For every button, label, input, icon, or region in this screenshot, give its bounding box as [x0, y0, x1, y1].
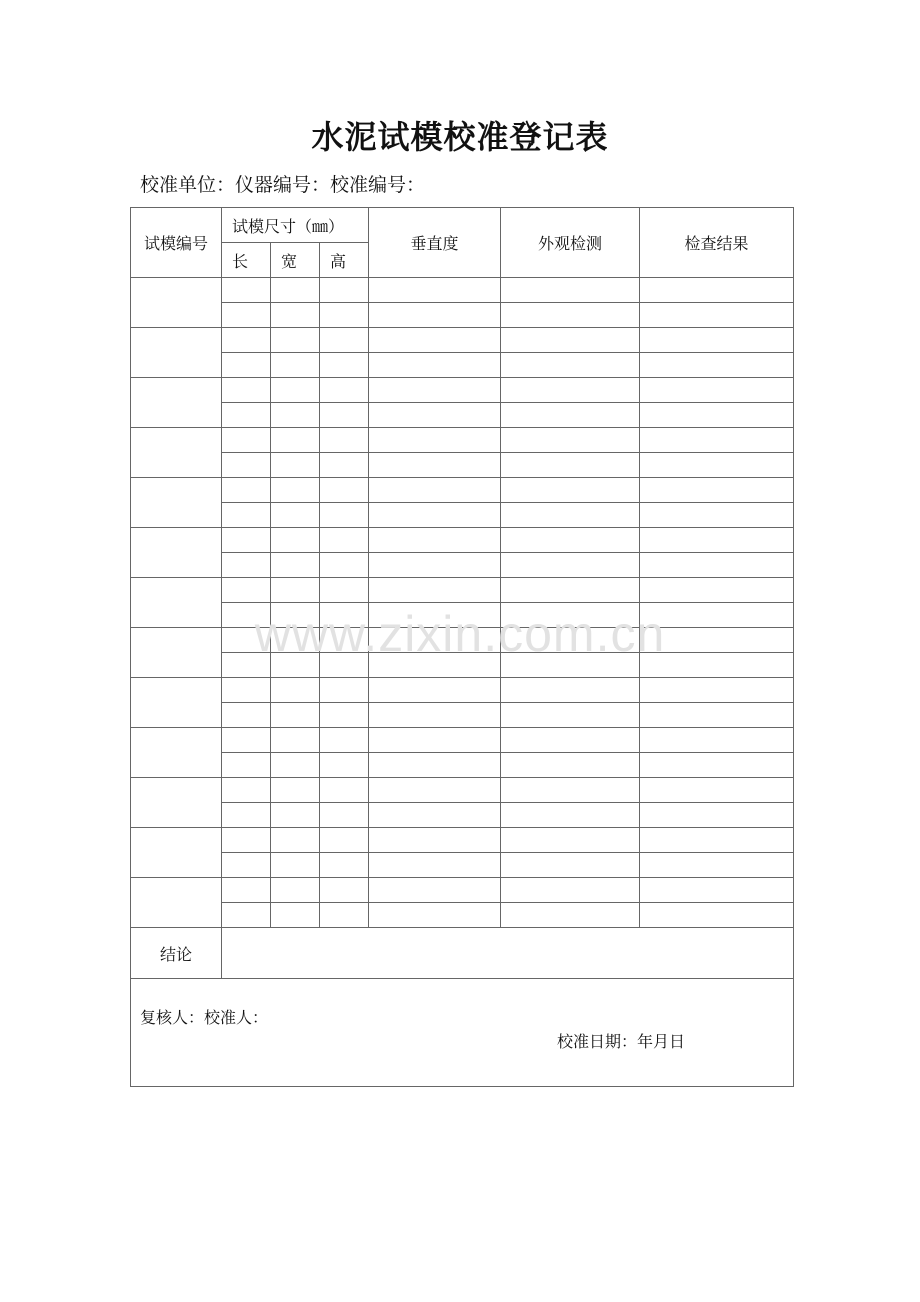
appearance-cell[interactable] [501, 553, 640, 578]
height-cell[interactable] [320, 478, 369, 503]
length-cell[interactable] [222, 853, 271, 878]
header-verticality: 垂直度 [369, 208, 501, 278]
verticality-cell[interactable] [369, 628, 501, 653]
length-cell[interactable] [222, 903, 271, 928]
height-cell[interactable] [320, 503, 369, 528]
length-cell[interactable] [222, 403, 271, 428]
appearance-cell[interactable] [501, 828, 640, 853]
table-row [131, 453, 794, 478]
table-row [131, 878, 794, 903]
appearance-cell[interactable] [501, 503, 640, 528]
mold-id-cell[interactable] [131, 728, 222, 778]
watermark: www.zixin.com.cn [254, 606, 666, 662]
width-cell[interactable] [271, 728, 320, 753]
height-cell[interactable] [320, 428, 369, 453]
height-cell[interactable] [320, 453, 369, 478]
verticality-cell[interactable] [369, 428, 501, 453]
appearance-cell[interactable] [501, 778, 640, 803]
length-cell[interactable] [222, 628, 271, 653]
appearance-cell[interactable] [501, 578, 640, 603]
table-row [131, 803, 794, 828]
length-cell[interactable] [222, 478, 271, 503]
length-cell[interactable] [222, 353, 271, 378]
width-cell[interactable] [271, 328, 320, 353]
appearance-cell[interactable] [501, 453, 640, 478]
length-cell[interactable] [222, 453, 271, 478]
table-row [131, 728, 794, 753]
length-cell[interactable] [222, 428, 271, 453]
table-row [131, 303, 794, 328]
width-cell[interactable] [271, 353, 320, 378]
appearance-cell[interactable] [501, 753, 640, 778]
table-row [131, 553, 794, 578]
form-title: 水泥试模校准登记表 [311, 118, 609, 156]
height-cell[interactable] [320, 903, 369, 928]
width-cell[interactable] [271, 278, 320, 303]
verticality-cell[interactable] [369, 453, 501, 478]
width-cell[interactable] [271, 303, 320, 328]
verticality-cell[interactable] [369, 778, 501, 803]
appearance-cell[interactable] [501, 803, 640, 828]
mold-id-cell[interactable] [131, 628, 222, 678]
result-cell[interactable] [640, 778, 794, 803]
table-row [131, 328, 794, 353]
header-height: 高 [320, 243, 369, 278]
width-cell[interactable] [271, 603, 320, 628]
verticality-cell[interactable] [369, 603, 501, 628]
length-cell[interactable] [222, 278, 271, 303]
width-cell[interactable] [271, 678, 320, 703]
result-cell[interactable] [640, 903, 794, 928]
length-cell[interactable] [222, 803, 271, 828]
header-mold-size: 试模尺寸（㎜） [222, 208, 369, 243]
calibration-info-line: 校准单位：仪器编号：校准编号： [140, 174, 426, 196]
length-cell[interactable] [222, 653, 271, 678]
result-cell[interactable] [640, 703, 794, 728]
result-cell[interactable] [640, 578, 794, 603]
table-row [131, 703, 794, 728]
verticality-cell[interactable] [369, 728, 501, 753]
length-cell[interactable] [222, 378, 271, 403]
appearance-cell[interactable] [501, 728, 640, 753]
height-cell[interactable] [320, 878, 369, 903]
width-cell[interactable] [271, 878, 320, 903]
result-cell[interactable] [640, 428, 794, 453]
verticality-cell[interactable] [369, 553, 501, 578]
conclusion-field[interactable] [222, 928, 794, 979]
table-row [131, 403, 794, 428]
appearance-cell[interactable] [501, 603, 640, 628]
verticality-cell[interactable] [369, 328, 501, 353]
calibration-table [130, 207, 794, 1087]
result-cell[interactable] [640, 753, 794, 778]
header-mold-id: 试模编号 [131, 208, 222, 278]
result-cell[interactable] [640, 353, 794, 378]
length-cell[interactable] [222, 728, 271, 753]
length-cell[interactable] [222, 503, 271, 528]
table-row [131, 828, 794, 853]
verticality-cell[interactable] [369, 278, 501, 303]
height-cell[interactable] [320, 278, 369, 303]
table-row [131, 678, 794, 703]
height-cell[interactable] [320, 753, 369, 778]
length-cell[interactable] [222, 528, 271, 553]
verticality-cell[interactable] [369, 578, 501, 603]
result-cell[interactable] [640, 803, 794, 828]
verticality-cell[interactable] [369, 703, 501, 728]
verticality-cell[interactable] [369, 503, 501, 528]
verticality-cell[interactable] [369, 803, 501, 828]
width-cell[interactable] [271, 503, 320, 528]
width-cell[interactable] [271, 803, 320, 828]
height-cell[interactable] [320, 778, 369, 803]
appearance-cell[interactable] [501, 903, 640, 928]
result-cell[interactable] [640, 628, 794, 653]
width-cell[interactable] [271, 853, 320, 878]
width-cell[interactable] [271, 778, 320, 803]
table-row [131, 478, 794, 503]
width-cell[interactable] [271, 828, 320, 853]
appearance-cell[interactable] [501, 303, 640, 328]
table-row [131, 628, 794, 653]
result-cell[interactable] [640, 853, 794, 878]
mold-id-cell[interactable] [131, 678, 222, 728]
table-row [131, 603, 794, 628]
width-cell[interactable] [271, 578, 320, 603]
result-cell[interactable] [640, 328, 794, 353]
result-cell[interactable] [640, 678, 794, 703]
height-cell[interactable] [320, 678, 369, 703]
verticality-cell[interactable] [369, 528, 501, 553]
signature-section [131, 979, 794, 1087]
length-cell[interactable] [222, 578, 271, 603]
appearance-cell[interactable] [501, 528, 640, 553]
table-row [131, 778, 794, 803]
table-row [131, 503, 794, 528]
appearance-cell[interactable] [501, 478, 640, 503]
width-cell[interactable] [271, 478, 320, 503]
height-cell[interactable] [320, 578, 369, 603]
width-cell[interactable] [271, 528, 320, 553]
reviewer-line: 复核人：校准人： [140, 1008, 269, 1027]
table-row [131, 903, 794, 928]
result-cell[interactable] [640, 878, 794, 903]
table-row [131, 528, 794, 553]
width-cell[interactable] [271, 378, 320, 403]
result-cell[interactable] [640, 503, 794, 528]
length-cell[interactable] [222, 303, 271, 328]
table-row [131, 753, 794, 778]
height-cell[interactable] [320, 303, 369, 328]
appearance-cell[interactable] [501, 878, 640, 903]
table-row [131, 353, 794, 378]
verticality-cell[interactable] [369, 828, 501, 853]
conclusion-label: 结论 [131, 928, 222, 979]
width-cell[interactable] [271, 703, 320, 728]
width-cell[interactable] [271, 428, 320, 453]
mold-id-cell[interactable] [131, 378, 222, 428]
mold-id-cell[interactable] [131, 828, 222, 878]
verticality-cell[interactable] [369, 853, 501, 878]
appearance-cell[interactable] [501, 328, 640, 353]
result-cell[interactable] [640, 478, 794, 503]
height-cell[interactable] [320, 853, 369, 878]
appearance-cell[interactable] [501, 353, 640, 378]
verticality-cell[interactable] [369, 303, 501, 328]
header-width: 宽 [271, 243, 320, 278]
result-cell[interactable] [640, 728, 794, 753]
verticality-cell[interactable] [369, 403, 501, 428]
mold-id-cell[interactable] [131, 578, 222, 628]
width-cell[interactable] [271, 653, 320, 678]
length-cell[interactable] [222, 678, 271, 703]
appearance-cell[interactable] [501, 853, 640, 878]
width-cell[interactable] [271, 628, 320, 653]
height-cell[interactable] [320, 403, 369, 428]
length-cell[interactable] [222, 878, 271, 903]
width-cell[interactable] [271, 553, 320, 578]
verticality-cell[interactable] [369, 903, 501, 928]
verticality-cell[interactable] [369, 378, 501, 403]
table-row [131, 653, 794, 678]
table-row [131, 578, 794, 603]
appearance-cell[interactable] [501, 703, 640, 728]
appearance-cell[interactable] [501, 403, 640, 428]
result-cell[interactable] [640, 278, 794, 303]
height-cell[interactable] [320, 728, 369, 753]
mold-id-cell[interactable] [131, 528, 222, 578]
appearance-cell[interactable] [501, 628, 640, 653]
table-row [131, 428, 794, 453]
length-cell[interactable] [222, 828, 271, 853]
result-cell[interactable] [640, 553, 794, 578]
appearance-cell[interactable] [501, 428, 640, 453]
verticality-cell[interactable] [369, 878, 501, 903]
result-cell[interactable] [640, 528, 794, 553]
calibration-date-line: 校准日期：年月日 [557, 1032, 686, 1051]
result-cell[interactable] [640, 378, 794, 403]
height-cell[interactable] [320, 653, 369, 678]
header-length: 长 [222, 243, 271, 278]
height-cell[interactable] [320, 328, 369, 353]
mold-id-cell[interactable] [131, 878, 222, 928]
table-row [131, 278, 794, 303]
length-cell[interactable] [222, 603, 271, 628]
mold-id-cell[interactable] [131, 328, 222, 378]
verticality-cell[interactable] [369, 753, 501, 778]
verticality-cell[interactable] [369, 678, 501, 703]
header-appearance: 外观检测 [501, 208, 640, 278]
result-cell[interactable] [640, 828, 794, 853]
height-cell[interactable] [320, 353, 369, 378]
mold-id-cell[interactable] [131, 278, 222, 328]
appearance-cell[interactable] [501, 378, 640, 403]
height-cell[interactable] [320, 378, 369, 403]
height-cell[interactable] [320, 628, 369, 653]
height-cell[interactable] [320, 553, 369, 578]
height-cell[interactable] [320, 828, 369, 853]
height-cell[interactable] [320, 603, 369, 628]
appearance-cell[interactable] [501, 278, 640, 303]
width-cell[interactable] [271, 753, 320, 778]
result-cell[interactable] [640, 403, 794, 428]
width-cell[interactable] [271, 903, 320, 928]
length-cell[interactable] [222, 328, 271, 353]
header-result: 检查结果 [640, 208, 794, 278]
appearance-cell[interactable] [501, 678, 640, 703]
length-cell[interactable] [222, 778, 271, 803]
appearance-cell[interactable] [501, 653, 640, 678]
result-cell[interactable] [640, 603, 794, 628]
length-cell[interactable] [222, 753, 271, 778]
height-cell[interactable] [320, 528, 369, 553]
mold-id-cell[interactable] [131, 778, 222, 828]
length-cell[interactable] [222, 703, 271, 728]
result-cell[interactable] [640, 653, 794, 678]
height-cell[interactable] [320, 703, 369, 728]
table-row [131, 378, 794, 403]
length-cell[interactable] [222, 553, 271, 578]
mold-id-cell[interactable] [131, 478, 222, 528]
verticality-cell[interactable] [369, 478, 501, 503]
result-cell[interactable] [640, 303, 794, 328]
width-cell[interactable] [271, 403, 320, 428]
verticality-cell[interactable] [369, 653, 501, 678]
verticality-cell[interactable] [369, 353, 501, 378]
result-cell[interactable] [640, 453, 794, 478]
height-cell[interactable] [320, 803, 369, 828]
mold-id-cell[interactable] [131, 428, 222, 478]
width-cell[interactable] [271, 453, 320, 478]
table-row [131, 853, 794, 878]
